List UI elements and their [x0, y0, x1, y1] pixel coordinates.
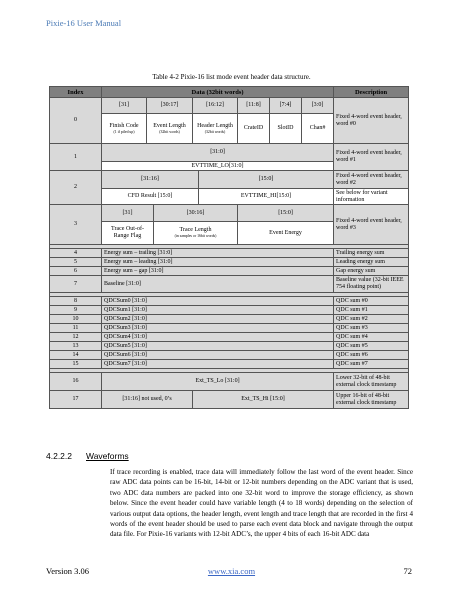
- field-name: Trace Out-of-Range Flag: [102, 222, 154, 245]
- row-index: 7: [50, 276, 102, 293]
- table-caption: Table 4-2 Pixie-16 list mode event header data structure.: [152, 73, 311, 81]
- field-note: (32bit words): [204, 129, 226, 134]
- row-description: QDC sum #1: [334, 306, 409, 315]
- field-name: QDCSum1 [31:0]: [102, 306, 334, 315]
- table-row: [50, 351, 409, 360]
- row-index: 15: [50, 360, 102, 369]
- table-row: [50, 189, 409, 205]
- table-row: [50, 249, 409, 258]
- field-cell: [193, 114, 238, 144]
- bit-range: [30:16]: [154, 205, 238, 222]
- event-header-table: [49, 86, 409, 409]
- field-name: QDCSum2 [31:0]: [102, 315, 334, 324]
- row-description: Trailing energy sum: [334, 249, 409, 258]
- field-name: QDCSum4 [31:0]: [102, 333, 334, 342]
- row-description: Fixed 4-word event header, word #0: [334, 98, 409, 144]
- field-name: Energy sum – leading [31:0]: [102, 258, 334, 267]
- bit-range: [16:12]: [193, 98, 238, 114]
- table-row: [50, 171, 409, 189]
- bit-range: [11:8]: [238, 98, 270, 114]
- field-name: QDCSum7 [31:0]: [102, 360, 334, 369]
- row-index: 14: [50, 351, 102, 360]
- row-index: 4: [50, 249, 102, 258]
- row-description: QDC sum #4: [334, 333, 409, 342]
- field-name: Chan#: [302, 114, 334, 144]
- field-name: CrateID: [238, 114, 270, 144]
- table-row: [50, 205, 409, 222]
- section-number: 4.2.2.2: [46, 451, 72, 461]
- table-row: [50, 297, 409, 306]
- table-row: [50, 315, 409, 324]
- field-name: EVTTIME_HI[15:0]: [199, 189, 334, 205]
- row-index: 16: [50, 373, 102, 391]
- field-note: (32bit words): [159, 129, 180, 134]
- row-index: 13: [50, 342, 102, 351]
- row-description: Fixed 4-word event header, word #3: [334, 205, 409, 245]
- row-index: 11: [50, 324, 102, 333]
- field-name: QDCSum0 [31:0]: [102, 297, 334, 306]
- field-note: (1 if piled up): [113, 129, 135, 134]
- table-row: [50, 98, 409, 114]
- row-index: 10: [50, 315, 102, 324]
- bit-range: [7:4]: [270, 98, 302, 114]
- section-title: Waveforms: [86, 451, 129, 461]
- field-name: QDCSum3 [31:0]: [102, 324, 334, 333]
- row-description: QDC sum #6: [334, 351, 409, 360]
- table-row: [50, 342, 409, 351]
- section-heading: [46, 451, 129, 461]
- field-name: [31:16] not used, 0’s: [102, 391, 193, 409]
- section-paragraph: If trace recording is enabled, trace data will immediately follow the last word of the event header. Since raw ADC data points can be 16-bit, 14-bit or 12-bit numbers depending on the ADC variant that is used, two ADC data numbers are packed into one 32-bit word to improve the storage efficiency, as shown below. Since the event header could have variable length (4 to 18 words) depending on the selection of various output data options, the header length, event length and trace length that are recorded in the first 4 words of the event header should be used to parse each event data block and navigate through the output data file. For Pixie-16 variants with 12-bit ADC’s, the upper 4 bits of each 16-bit ADC data: [110, 468, 413, 539]
- field-name: Trace Length: [179, 227, 212, 233]
- field-name: Finish Code: [109, 122, 139, 129]
- col-index-header: Index: [50, 87, 102, 98]
- bit-range: [30:17]: [147, 98, 193, 114]
- row-index: 17: [50, 391, 102, 409]
- bit-range: [31:0]: [102, 144, 334, 162]
- row-index: 2: [50, 171, 102, 205]
- field-name: Event Energy: [238, 222, 334, 245]
- field-name: Energy sum – gap [31:0]: [102, 267, 334, 276]
- field-name: QDCSum5 [31:0]: [102, 342, 334, 351]
- field-name: Header Length: [197, 122, 233, 129]
- row-index: 5: [50, 258, 102, 267]
- row-description: Gap energy sum: [334, 267, 409, 276]
- field-cell: [147, 114, 193, 144]
- table-row: [50, 276, 409, 293]
- row-index: 3: [50, 205, 102, 245]
- table-row: [50, 391, 409, 409]
- row-index: 12: [50, 333, 102, 342]
- table-row: [50, 267, 409, 276]
- field-name: EVTTIME_LO[31:0]: [102, 162, 334, 171]
- table-row: [50, 144, 409, 162]
- field-cell: [102, 114, 147, 144]
- bit-range: [15:0]: [238, 205, 334, 222]
- field-name: SlotID: [270, 114, 302, 144]
- row-description: QDC sum #7: [334, 360, 409, 369]
- row-description: QDC sum #0: [334, 297, 409, 306]
- field-name: Ext_TS_Hi [15:0]: [193, 391, 334, 409]
- table-row: [50, 258, 409, 267]
- row-description: QDC sum #3: [334, 324, 409, 333]
- col-description-header: Description: [334, 87, 409, 98]
- row-description: Lower 32-bit of 48-bit external clock timestamp: [334, 373, 409, 391]
- footer-version: Version 3.06: [46, 566, 89, 576]
- field-name: Ext_TS_Lo [31:0]: [102, 373, 334, 391]
- field-name: QDCSum6 [31:0]: [102, 351, 334, 360]
- row-description: Upper 16-bit of 48-bit external clock timestamp: [334, 391, 409, 409]
- row-description: Fixed 4-word event header, word #2: [334, 171, 409, 189]
- bit-range: [31:16]: [102, 171, 199, 189]
- field-cell: [154, 222, 238, 245]
- row-index: 9: [50, 306, 102, 315]
- field-note: (in samples or 16bit words): [174, 234, 217, 238]
- row-description: QDC sum #2: [334, 315, 409, 324]
- bit-range: [31]: [102, 98, 147, 114]
- row-description: Fixed 4-word event header, word #1: [334, 144, 409, 171]
- row-description: Leading energy sum: [334, 258, 409, 267]
- bit-range: [31]: [102, 205, 154, 222]
- table-row: [50, 360, 409, 369]
- field-name: CFD Result [15:0]: [102, 189, 199, 205]
- row-index: 1: [50, 144, 102, 171]
- row-index: 0: [50, 98, 102, 144]
- row-description: See below for variant information: [334, 189, 409, 205]
- row-index: 6: [50, 267, 102, 276]
- col-data-header: Data (32bit words): [102, 87, 334, 98]
- row-description: Baseline value (32-bit IEEE 754 floating point): [334, 276, 409, 293]
- field-name: Baseline [31:0]: [102, 276, 334, 293]
- footer-website-link[interactable]: www.xia.com: [207, 566, 256, 576]
- row-description: QDC sum #5: [334, 342, 409, 351]
- table-row: [50, 324, 409, 333]
- manual-header-title: Pixie-16 User Manual: [46, 18, 122, 28]
- table-row: [50, 333, 409, 342]
- bit-range: [3:0]: [302, 98, 334, 114]
- bit-range: [15:0]: [199, 171, 334, 189]
- table-row: [50, 306, 409, 315]
- table-header-row: [50, 87, 409, 98]
- table-row: [50, 373, 409, 391]
- field-name: Energy sum – trailing [31:0]: [102, 249, 334, 258]
- field-name: Event Length: [153, 122, 186, 129]
- footer-page-number: 72: [403, 566, 412, 576]
- row-index: 8: [50, 297, 102, 306]
